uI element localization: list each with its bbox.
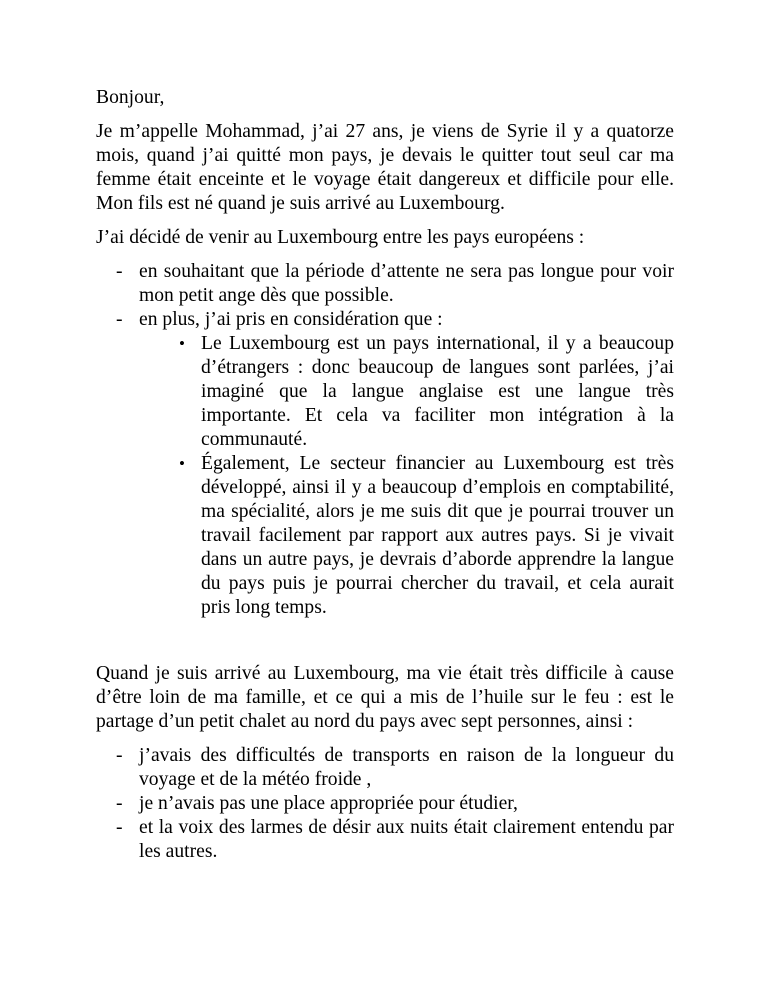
arrival-paragraph: Quand je suis arrivé au Luxembourg, ma vie était très difficile à cause d’être loin de ma famille, et ce qui a mis de l’huile sur le feu : est le partage d’un petit chalet au nord du pays avec sept personnes, ainsi :	[96, 663, 674, 732]
bullet-icon: •	[179, 334, 185, 353]
difficulties-list	[96, 744, 674, 864]
reason-item	[96, 308, 674, 620]
consideration-text: Le Luxembourg est un pays international, il y a beaucoup d’étrangers : donc beaucoup de langues sont parlées, j’ai imaginé que la langue anglaise est une langue très importante. Et cela va faciliter mon intégration à la communauté.	[201, 333, 674, 450]
consideration-text: Également, Le secteur financier au Luxembourg est très développé, ainsi il y a beaucoup d’emplois en comptabilité, ma spécialité, alors je me suis dit que je pourrai trouver un travail facilement par rapport aux autres pays. Si je vivait dans un autre pays, je devrais d’aborde apprendre la langue du pays puis je pourrai chercher du travail, et cela aurait pris long temps.	[201, 453, 674, 618]
difficulty-item: - et la voix des larmes de désir aux nuits était clairement entendu par les autres.	[96, 816, 674, 864]
reasons-list	[96, 260, 674, 620]
difficulty-item: - j’avais des difficultés de transports en raison de la longueur du voyage et de la météo froide ,	[96, 744, 674, 792]
considerations-list	[139, 332, 674, 620]
greeting: Bonjour,	[96, 87, 165, 108]
reason-item-text: en plus, j’ai pris en considération que :	[139, 309, 443, 330]
bullet-icon: •	[179, 454, 185, 473]
document-page	[96, 86, 674, 864]
consideration-item	[176, 332, 674, 452]
consideration-item	[176, 452, 674, 620]
intro-paragraph: Je m’appelle Mohammad, j’ai 27 ans, je viens de Syrie il y a quatorze mois, quand j’ai quitté mon pays, je devais le quitter tout seul car ma femme était enceinte et le voyage était dangereux et difficile pour elle. Mon fils est né quand je suis arrivé au Luxembourg.	[96, 121, 674, 214]
reason-item: - en souhaitant que la période d’attente ne sera pas longue pour voir mon petit ange dès que possible.	[96, 260, 674, 308]
difficulty-item: - je n’avais pas une place appropriée pour étudier,	[96, 792, 674, 816]
decision-paragraph: J’ai décidé de venir au Luxembourg entre les pays européens :	[96, 227, 585, 248]
